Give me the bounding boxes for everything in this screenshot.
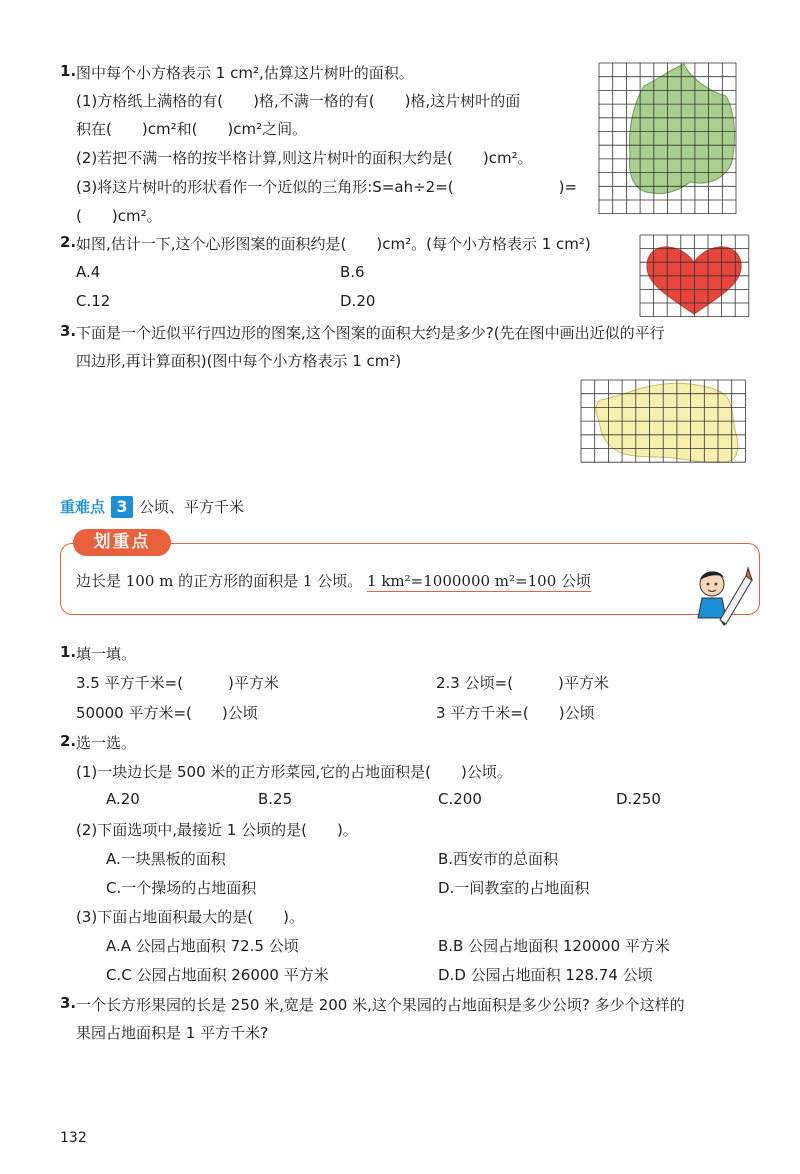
q1-line2: 积在( )cm²和( )cm²之间。 bbox=[76, 120, 308, 138]
p2-sub3-option-b[interactable]: B.B 公园占地面积 120000 平方米 bbox=[438, 937, 670, 955]
q3-line2: 四边形,再计算面积)(图中每个小方格表示 1 cm²) bbox=[76, 352, 402, 370]
keypoint-tag: 划重点 bbox=[73, 529, 171, 556]
section-label: 重难点 bbox=[60, 498, 106, 516]
p2-sub1-option-a[interactable]: A.20 bbox=[106, 790, 140, 808]
q3-line1: 下面是一个近似平行四边形的图案,这个图案的面积大约是多少?(先在图中画出近似的平行 bbox=[76, 324, 665, 342]
section-title: 公顷、平方千米 bbox=[139, 498, 245, 516]
p1-title: 填一填。 bbox=[76, 645, 137, 663]
q1-title: 图中每个小方格表示 1 cm²,估算这片树叶的面积。 bbox=[76, 64, 414, 82]
q1-line3: (2)若把不满一格的按半格计算,则这片树叶的面积大约是( )cm²。 bbox=[76, 149, 533, 167]
p1-item-a: 3.5 平方千米=( )平方米 bbox=[76, 674, 279, 692]
page-number: 132 bbox=[60, 1130, 87, 1146]
q2-option-b[interactable]: B.6 bbox=[340, 263, 365, 281]
q1-line4: (3)将这片树叶的形状看作一个近似的三角形:S=ah÷2=( )= bbox=[76, 178, 578, 196]
p2-sub3-option-a[interactable]: A.A 公园占地面积 72.5 公顷 bbox=[106, 937, 299, 955]
blob-grid-figure bbox=[580, 378, 746, 466]
q2-title: 如图,估计一下,这个心形图案的面积约是( )cm²。(每个小方格表示 1 cm²) bbox=[76, 235, 591, 253]
q1-line5: ( )cm²。 bbox=[76, 207, 162, 225]
p1-item-c: 50000 平方米=( )公顷 bbox=[76, 704, 258, 722]
keypoint-text-1: 边长是 100 m 的正方形的面积是 1 公顷。 bbox=[76, 572, 363, 590]
p2-sub2-option-a[interactable]: A.一块黑板的面积 bbox=[106, 850, 226, 868]
heart-grid-figure bbox=[634, 234, 754, 318]
q2-option-a[interactable]: A.4 bbox=[76, 263, 101, 281]
boy-pencil-mascot-icon bbox=[690, 562, 754, 628]
p3-line2: 果园占地面积是 1 平方千米? bbox=[76, 1024, 269, 1042]
p2-sub1: (1)一块边长是 500 米的正方形菜园,它的占地面积是( )公顷。 bbox=[76, 763, 512, 781]
q1-number: 1. bbox=[60, 62, 77, 80]
p1-item-d: 3 平方千米=( )公顷 bbox=[436, 704, 595, 722]
section-header bbox=[60, 496, 244, 518]
p2-sub3-option-d[interactable]: D.D 公园占地面积 128.74 公顷 bbox=[438, 966, 653, 984]
p2-sub1-option-c[interactable]: C.200 bbox=[438, 790, 482, 808]
p2-sub1-option-d[interactable]: D.250 bbox=[616, 790, 661, 808]
q2-number: 2. bbox=[60, 233, 77, 251]
blob-shape bbox=[596, 383, 738, 462]
q3-number: 3. bbox=[60, 322, 77, 340]
p2-title: 选一选。 bbox=[76, 734, 137, 752]
p2-sub2-option-d[interactable]: D.一间教室的占地面积 bbox=[438, 879, 590, 897]
leaf-grid-figure bbox=[598, 62, 740, 214]
p2-sub2: (2)下面选项中,最接近 1 公顷的是( )。 bbox=[76, 821, 358, 839]
p2-sub1-option-b[interactable]: B.25 bbox=[258, 790, 293, 808]
p2-sub2-option-c[interactable]: C.一个操场的占地面积 bbox=[106, 879, 257, 897]
p2-sub3: (3)下面占地面积最大的是( )。 bbox=[76, 908, 304, 926]
q2-option-c[interactable]: C.12 bbox=[76, 292, 111, 310]
p2-number: 2. bbox=[60, 732, 77, 750]
q2-option-d[interactable]: D.20 bbox=[340, 292, 376, 310]
p2-sub3-option-c[interactable]: C.C 公园占地面积 26000 平方米 bbox=[106, 966, 329, 984]
section-number: 3 bbox=[111, 496, 133, 518]
p3-line1: 一个长方形果园的长是 250 米,宽是 200 米,这个果园的占地面积是多少公顷? 多少个这样的 bbox=[76, 996, 685, 1014]
keypoint-text-2: 1 km²=1000000 m²=100 公顷 bbox=[367, 572, 592, 590]
p3-number: 3. bbox=[60, 994, 77, 1012]
p1-number: 1. bbox=[60, 643, 77, 661]
q1-line1: (1)方格纸上满格的有( )格,不满一格的有( )格,这片树叶的面 bbox=[76, 92, 521, 110]
p2-sub2-option-b[interactable]: B.西安市的总面积 bbox=[438, 850, 559, 868]
p1-item-b: 2.3 公顷=( )平方米 bbox=[436, 674, 609, 692]
keypoint-text bbox=[76, 570, 591, 591]
leaf-shape bbox=[630, 64, 735, 194]
